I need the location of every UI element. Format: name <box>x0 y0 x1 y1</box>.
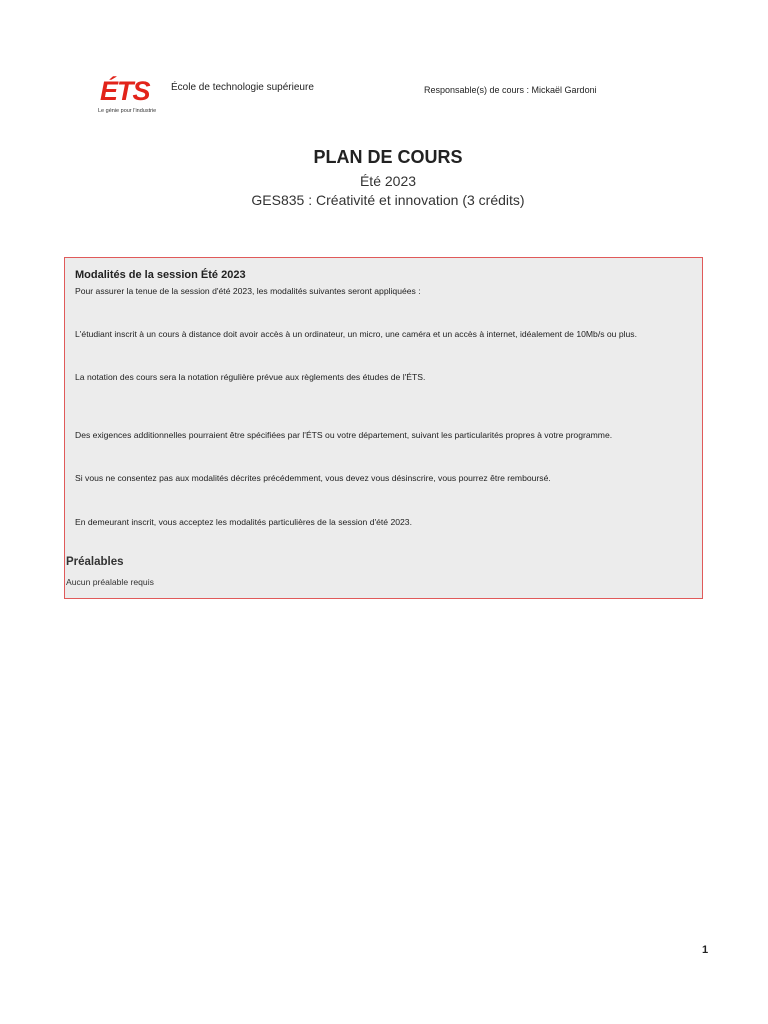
page-title: PLAN DE COURS <box>313 147 463 167</box>
logo-tagline: Le génie pour l'industrie <box>98 108 157 114</box>
session-label: Été 2023 <box>359 173 417 189</box>
school-name: École de technologie supérieure <box>171 82 314 93</box>
course-responsible: Responsable(s) de cours : Mickaël Gardoni <box>424 85 597 95</box>
session-modalities-heading: Modalités de la session Été 2023 <box>75 269 246 281</box>
title-block <box>0 146 768 209</box>
modality-paragraph: Si vous ne consentez pas aux modalités décrites précédemment, vous devez vous désinscrire, vous pourrez être remboursé. <box>75 473 551 483</box>
prealables-text: Aucun préalable requis <box>66 577 154 587</box>
session-modalities-box <box>64 257 703 599</box>
logo-mark: ÉTS <box>100 76 150 106</box>
course-label: GES835 : Créativité et innovation (3 crédits) <box>251 192 525 208</box>
ets-logo <box>96 76 166 120</box>
modality-paragraph: En demeurant inscrit, vous acceptez les modalités particulières de la session d'été 2023. <box>75 517 412 527</box>
modality-paragraph: La notation des cours sera la notation régulière prévue aux règlements des études de l'ÉTS. <box>75 372 426 382</box>
modality-paragraph: Des exigences additionnelles pourraient être spécifiées par l'ÉTS ou votre département, suivant les particularités propres à votre programme. <box>75 430 613 440</box>
modality-paragraph: Pour assurer la tenue de la session d'été 2023, les modalités suivantes seront appliquées : <box>75 286 421 296</box>
prealables-heading: Préalables <box>66 556 124 568</box>
modality-paragraph: L'étudiant inscrit à un cours à distance doit avoir accès à un ordinateur, un micro, une caméra et un accès à internet, idéalement de 10Mb/s ou plus. <box>75 329 637 339</box>
page-number: 1 <box>702 944 709 956</box>
